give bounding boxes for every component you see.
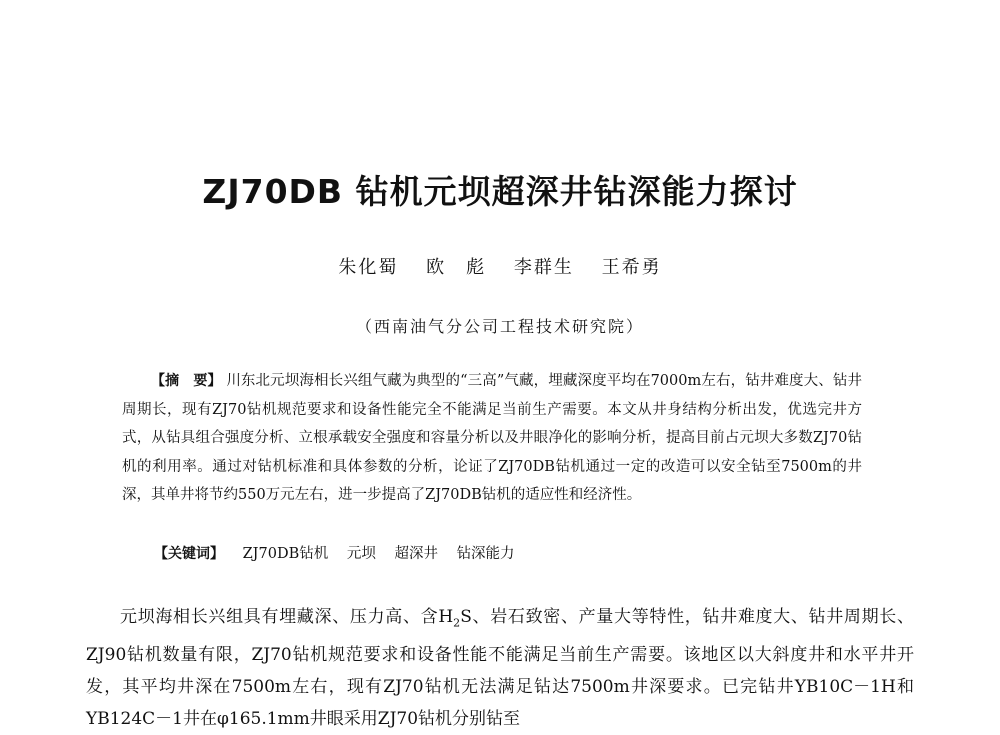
abstract-label: 【摘 要】 bbox=[151, 373, 222, 389]
keyword-item: ZJ70DB钻机 bbox=[242, 546, 329, 562]
body-text-part: S、岩石致密、产量大等特性，钻井难度大、钻井周期长、ZJ90钻机数量有限，ZJ70钻机规范要求和设备性能不能满足当前生产需要。该地区以大斜度井和水平井开发，其平均井深在7500m左右，现有ZJ70钻机无法满足钻达7500m井深要求。已完钻井YB10C－1H和YB124C－1井在φ165.1mm井眼采用ZJ70钻机分别钻至 bbox=[86, 607, 914, 730]
abstract bbox=[122, 367, 862, 510]
author-list bbox=[0, 253, 1000, 279]
abstract-text: 川东北元坝海相长兴组气藏为典型的“三高”气藏，埋藏深度平均在7000m左右，钻井难度大、钻井周期长，现有ZJ70钻机规范要求和设备性能完全不能满足当前生产需要。本文从井身结构分析出发，优选完井方式，从钻具组合强度分析、立根承载安全强度和容量分析以及井眼净化的影响分析，提高目前占元坝大多数ZJ70钻机的利用率。通过对钻机标准和具体参数的分析，论证了ZJ70DB钻机通过一定的改造可以安全钻至7500m的井深，其单井将节约550万元左右，进一步提高了ZJ70DB钻机的适应性和经济性。 bbox=[122, 373, 863, 503]
keyword-item: 超深井 bbox=[394, 546, 438, 562]
author-name: 欧 彪 bbox=[426, 257, 487, 278]
paper-title: ZJ70DB 钻机元坝超深井钻深能力探讨 bbox=[202, 172, 798, 211]
keywords bbox=[154, 542, 515, 563]
author-name: 王希勇 bbox=[601, 257, 662, 278]
keywords-label: 【关键词】 bbox=[154, 546, 224, 562]
author-name: 朱化蜀 bbox=[338, 257, 399, 278]
keyword-item: 钻深能力 bbox=[456, 546, 515, 562]
author-name: 李群生 bbox=[513, 257, 574, 278]
affiliation: （西南油气分公司工程技术研究院） bbox=[355, 317, 644, 336]
subscript: 2 bbox=[453, 616, 461, 630]
body-text-part: 元坝海相长兴组具有埋藏深、压力高、含H bbox=[120, 607, 454, 627]
body-paragraph bbox=[86, 601, 914, 735]
keyword-item: 元坝 bbox=[346, 546, 376, 562]
